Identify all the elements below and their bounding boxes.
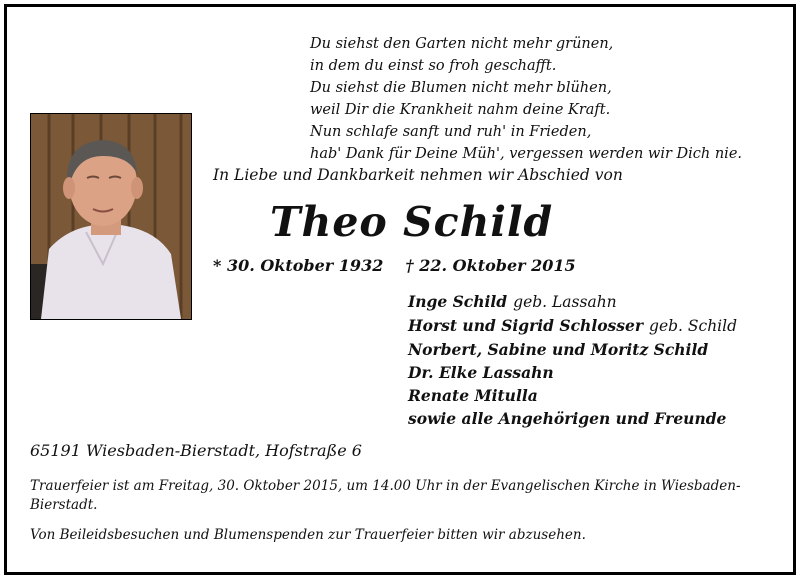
mourner-name: Renate Mitulla: [408, 386, 538, 405]
mourner-entry: [408, 361, 737, 384]
poem-line: hab' Dank für Deine Müh', vergessen werden wir Dich nie.: [310, 146, 743, 162]
poem-line: Nun schlafe sanft und ruh' in Frieden,: [310, 124, 592, 140]
mourner-entry: [408, 407, 737, 430]
maiden-name: geb. Schild: [649, 317, 738, 335]
intro-text: In Liebe und Dankbarkeit nehmen wir Abschied von: [213, 166, 623, 184]
mourner-entry: [408, 314, 737, 338]
poem-line: weil Dir die Krankheit nahm deine Kraft.: [310, 102, 611, 118]
death-date: † 22. Oktober 2015: [405, 256, 576, 275]
deceased-name: Theo Schild: [270, 198, 554, 246]
mourner-entry: [408, 338, 737, 361]
mourner-name: Horst und Sigrid Schlosser: [408, 316, 644, 335]
condolence-request: Von Beileidsbesuchen und Blumenspenden zur Trauerfeier bitten wir abzusehen.: [30, 527, 586, 543]
mourners-list: [408, 290, 737, 430]
mourner-name: Dr. Elke Lassahn: [408, 363, 554, 382]
poem: [310, 33, 742, 165]
address: 65191 Wiesbaden-Bierstadt, Hofstraße 6: [30, 441, 362, 460]
maiden-name: geb. Lassahn: [513, 293, 617, 311]
funeral-info: Trauerfeier ist am Freitag, 30. Oktober 2015, um 14.00 Uhr in der Evangelischen Kirche in Wiesbaden-Bierstadt.: [30, 478, 741, 513]
life-dates: [213, 256, 598, 275]
mourner-name: Norbert, Sabine und Moritz Schild: [408, 340, 709, 359]
poem-line: in dem du einst so froh geschafft.: [310, 58, 557, 74]
birth-date: * 30. Oktober 1932: [213, 256, 384, 275]
mourner-entry: [408, 384, 737, 407]
poem-line: Du siehst den Garten nicht mehr grünen,: [310, 36, 614, 52]
mourner-name: Inge Schild: [408, 292, 508, 311]
poem-line: Du siehst die Blumen nicht mehr blühen,: [310, 80, 612, 96]
portrait-photo: [30, 113, 192, 320]
mourner-name: sowie alle Angehörigen und Freunde: [408, 409, 727, 428]
mourner-entry: [408, 290, 737, 314]
